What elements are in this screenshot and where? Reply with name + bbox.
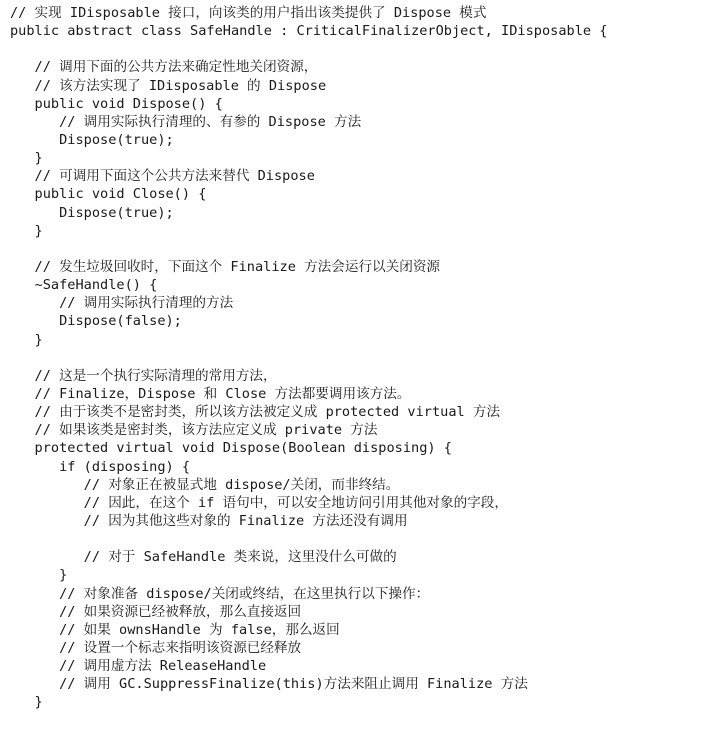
code-line: Dispose(false);	[10, 313, 182, 330]
code-line: // 因此，在这个 if 语句中，可以安全地访问引用其他对象的字段，	[10, 494, 508, 511]
code-line: // 如果 ownsHandle 为 false，那么返回	[10, 621, 340, 638]
code-line: if (disposing) {	[10, 458, 191, 475]
code-line: }	[10, 331, 43, 348]
code-line: Dispose(true);	[10, 131, 174, 148]
code-line: }	[10, 150, 43, 167]
code-line: // 该方法实现了 IDisposable 的 Dispose	[10, 77, 327, 94]
code-line: // 调用 GC.SuppressFinalize(this)方法来阻止调用 Finalize 方法	[10, 676, 528, 693]
code-line: Dispose(true);	[10, 204, 174, 221]
code-line: // 对于 SafeHandle 类来说，这里没什么可做的	[10, 549, 397, 566]
code-line: // 调用实际执行清理的方法	[10, 295, 234, 312]
code-line: }	[10, 694, 43, 711]
code-line: public void Close() {	[10, 186, 207, 203]
code-line: // 可调用下面这个公共方法来替代 Dispose	[10, 168, 315, 185]
code-line: // 设置一个标志来指明该资源已经释放	[10, 639, 302, 656]
code-line: // 对象准备 dispose/关闭或终结，在这里执行以下操作：	[10, 585, 430, 602]
code-line: // 实现 IDisposable 接口，向该类的用户指出该类提供了 Dispose 模式	[10, 5, 487, 21]
code-line: public void Dispose() {	[10, 95, 223, 112]
code-line	[10, 530, 710, 548]
code-line: public abstract class SafeHandle : CriticalFinalizerObject, IDisposable {	[10, 23, 608, 40]
code-line: // 调用下面的公共方法来确定性地关闭资源，	[10, 59, 318, 76]
code-line: // 如果该类是密封类，该方法应定义成 private 方法	[10, 422, 378, 439]
code-line	[10, 40, 710, 58]
code-line: ~SafeHandle() {	[10, 277, 158, 294]
code-listing	[10, 4, 710, 711]
code-line: // 这是一个执行实际清理的常用方法，	[10, 367, 277, 384]
code-line: // 因为其他这些对象的 Finalize 方法还没有调用	[10, 512, 408, 529]
code-line: // Finalize，Dispose 和 Close 方法都要调用该方法。	[10, 385, 411, 402]
code-line: // 对象正在被显式地 dispose/关闭，而非终结。	[10, 476, 400, 493]
code-line: // 调用虚方法 ReleaseHandle	[10, 658, 267, 675]
code-line	[10, 240, 710, 258]
code-line: }	[10, 567, 68, 584]
code-line: // 调用实际执行清理的、有参的 Dispose 方法	[10, 113, 362, 130]
code-line: // 发生垃圾回收时，下面这个 Finalize 方法会运行以关闭资源	[10, 258, 441, 275]
code-line: // 如果资源已经被释放，那么直接返回	[10, 603, 302, 620]
code-line	[10, 349, 710, 367]
code-line: protected virtual void Dispose(Boolean disposing) {	[10, 440, 452, 457]
code-line: // 由于该类不是密封类，所以该方法被定义成 protected virtual 方法	[10, 404, 501, 421]
code-line: }	[10, 222, 43, 239]
